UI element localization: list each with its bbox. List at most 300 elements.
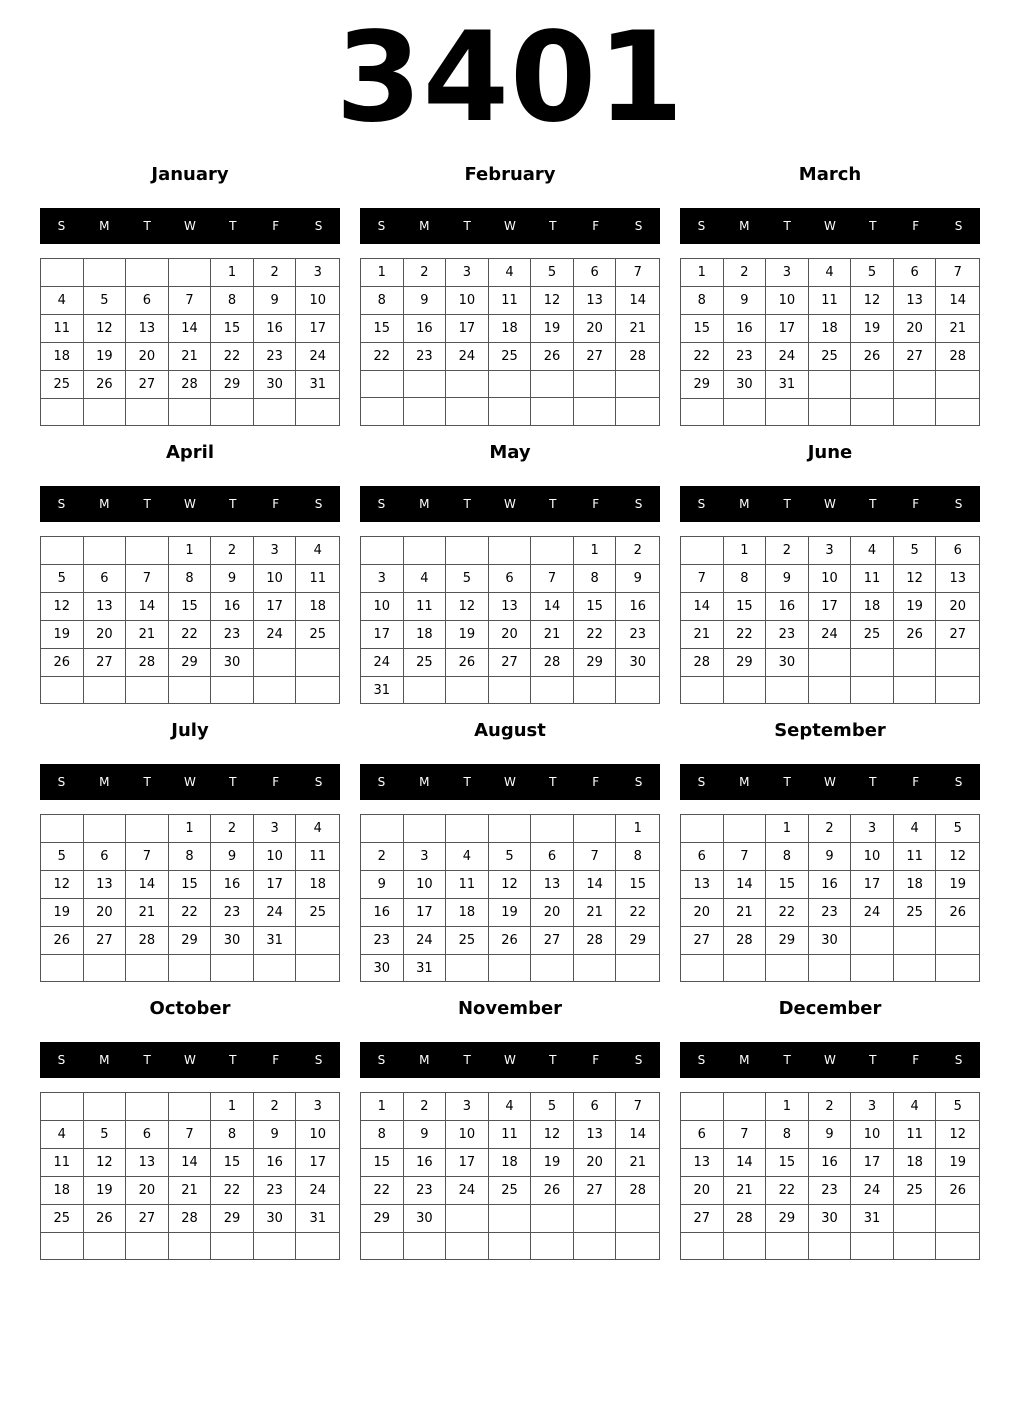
day-cell: 8 bbox=[211, 287, 254, 315]
day-cell: 4 bbox=[404, 565, 447, 593]
weekday-label: S bbox=[57, 497, 66, 511]
weekday-label: F bbox=[272, 775, 280, 789]
day-cell: 20 bbox=[574, 315, 617, 343]
month-name: March bbox=[798, 164, 862, 185]
empty-day-cell bbox=[531, 1205, 574, 1233]
weekday-label: S bbox=[697, 775, 706, 789]
day-cell: 26 bbox=[41, 927, 84, 955]
day-cell: 19 bbox=[489, 899, 532, 927]
empty-day-cell bbox=[489, 398, 532, 425]
empty-day-cell bbox=[574, 1205, 617, 1233]
empty-day-cell bbox=[531, 677, 574, 704]
weekday-label: S bbox=[377, 219, 386, 233]
weekday-label: W bbox=[824, 775, 836, 789]
weekday-label: W bbox=[184, 219, 196, 233]
day-cell: 24 bbox=[446, 1177, 489, 1205]
day-cell: 24 bbox=[361, 649, 404, 677]
weekday-label: M bbox=[419, 497, 430, 511]
empty-day-cell bbox=[724, 1093, 767, 1121]
day-cell: 31 bbox=[404, 955, 447, 982]
empty-day-cell bbox=[936, 371, 979, 399]
day-cell: 5 bbox=[936, 1093, 979, 1121]
empty-day-cell bbox=[84, 955, 127, 981]
day-cell: 28 bbox=[169, 1205, 212, 1233]
day-cell: 18 bbox=[41, 1177, 84, 1205]
day-cell: 5 bbox=[489, 843, 532, 871]
day-cell: 8 bbox=[361, 287, 404, 315]
day-cell: 22 bbox=[211, 343, 254, 371]
day-cell: 13 bbox=[681, 1149, 724, 1177]
day-cell: 30 bbox=[211, 649, 254, 677]
empty-day-cell bbox=[894, 1233, 937, 1259]
empty-day-cell bbox=[41, 399, 84, 425]
weekday-label: S bbox=[57, 775, 66, 789]
day-cell: 19 bbox=[84, 343, 127, 371]
day-cell: 8 bbox=[766, 843, 809, 871]
weekday-label: S bbox=[314, 497, 323, 511]
day-cell: 7 bbox=[936, 259, 979, 287]
day-cell: 6 bbox=[126, 287, 169, 315]
weekday-label: F bbox=[592, 1053, 600, 1067]
day-cell: 27 bbox=[84, 927, 127, 955]
weekday-label: T bbox=[783, 775, 791, 789]
day-cell: 17 bbox=[809, 593, 852, 621]
empty-day-cell bbox=[851, 371, 894, 399]
day-cell: 17 bbox=[446, 1149, 489, 1177]
day-cell: 20 bbox=[126, 343, 169, 371]
empty-day-cell bbox=[404, 815, 447, 843]
day-cell: 4 bbox=[296, 815, 339, 843]
empty-day-cell bbox=[936, 927, 979, 955]
empty-day-cell bbox=[894, 649, 937, 677]
empty-day-cell bbox=[126, 1233, 169, 1259]
day-cell: 26 bbox=[84, 1205, 127, 1233]
weekday-label: T bbox=[549, 219, 557, 233]
day-cell: 29 bbox=[169, 927, 212, 955]
weekday-label: S bbox=[634, 497, 643, 511]
empty-day-cell bbox=[681, 1093, 724, 1121]
day-cell: 25 bbox=[894, 899, 937, 927]
empty-day-cell bbox=[616, 1205, 659, 1233]
day-cell: 7 bbox=[574, 843, 617, 871]
empty-day-cell bbox=[681, 399, 724, 425]
day-cell: 11 bbox=[41, 1149, 84, 1177]
weekday-label: S bbox=[57, 1053, 66, 1067]
empty-day-cell bbox=[254, 649, 297, 677]
day-cell: 19 bbox=[41, 621, 84, 649]
day-cell: 8 bbox=[766, 1121, 809, 1149]
empty-day-cell bbox=[574, 955, 617, 982]
day-cell: 6 bbox=[489, 565, 532, 593]
day-cell: 19 bbox=[936, 1149, 979, 1177]
day-cell: 27 bbox=[936, 621, 979, 649]
weekday-label: F bbox=[912, 1053, 920, 1067]
weekday-header bbox=[360, 486, 660, 522]
weekday-label: M bbox=[739, 497, 750, 511]
day-cell: 3 bbox=[254, 537, 297, 565]
day-cell: 19 bbox=[894, 593, 937, 621]
month-name: November bbox=[457, 998, 563, 1019]
day-cell: 30 bbox=[616, 649, 659, 677]
weekday-label: T bbox=[549, 1053, 557, 1067]
weekday-header bbox=[40, 764, 340, 800]
empty-day-cell bbox=[531, 537, 574, 565]
empty-day-cell bbox=[681, 1233, 724, 1259]
day-cell: 31 bbox=[296, 1205, 339, 1233]
day-cell: 5 bbox=[936, 815, 979, 843]
empty-day-cell bbox=[211, 399, 254, 425]
day-cell: 25 bbox=[446, 927, 489, 955]
day-cell: 21 bbox=[616, 1149, 659, 1177]
weekday-label: F bbox=[912, 775, 920, 789]
day-cell: 6 bbox=[531, 843, 574, 871]
day-cell: 27 bbox=[489, 649, 532, 677]
day-cell: 9 bbox=[254, 1121, 297, 1149]
day-cell: 7 bbox=[724, 1121, 767, 1149]
weekday-label: W bbox=[504, 497, 516, 511]
weekday-label: W bbox=[184, 775, 196, 789]
weekday-label: W bbox=[504, 1053, 516, 1067]
day-cell: 3 bbox=[254, 815, 297, 843]
empty-day-cell bbox=[169, 955, 212, 981]
day-cell: 7 bbox=[616, 1093, 659, 1121]
day-cell: 22 bbox=[724, 621, 767, 649]
empty-day-cell bbox=[936, 1205, 979, 1233]
day-cell: 5 bbox=[84, 287, 127, 315]
weekday-label: F bbox=[592, 775, 600, 789]
day-cell: 12 bbox=[851, 287, 894, 315]
month-name: July bbox=[171, 720, 209, 741]
day-cell: 23 bbox=[809, 1177, 852, 1205]
day-cell: 19 bbox=[936, 871, 979, 899]
weekday-label: W bbox=[824, 219, 836, 233]
day-cell: 27 bbox=[574, 1177, 617, 1205]
day-cell: 1 bbox=[766, 815, 809, 843]
day-cell: 9 bbox=[809, 1121, 852, 1149]
day-cell: 13 bbox=[531, 871, 574, 899]
day-cell: 27 bbox=[681, 1205, 724, 1233]
day-cell: 25 bbox=[809, 343, 852, 371]
day-cell: 14 bbox=[574, 871, 617, 899]
day-cell: 5 bbox=[531, 259, 574, 287]
day-cell: 9 bbox=[809, 843, 852, 871]
weekday-header bbox=[40, 486, 340, 522]
day-cell: 21 bbox=[724, 1177, 767, 1205]
weekday-label: M bbox=[99, 219, 110, 233]
day-cell: 18 bbox=[489, 315, 532, 343]
weekday-label: T bbox=[229, 775, 237, 789]
day-cell: 25 bbox=[894, 1177, 937, 1205]
empty-day-cell bbox=[126, 399, 169, 425]
empty-day-cell bbox=[574, 815, 617, 843]
day-cell: 20 bbox=[84, 899, 127, 927]
day-cell: 9 bbox=[211, 565, 254, 593]
day-cell: 3 bbox=[766, 259, 809, 287]
weekday-header bbox=[360, 208, 660, 244]
day-cell: 3 bbox=[296, 1093, 339, 1121]
weekday-label: S bbox=[377, 497, 386, 511]
day-cell: 15 bbox=[211, 315, 254, 343]
weekday-label: T bbox=[143, 1053, 151, 1067]
empty-day-cell bbox=[446, 815, 489, 843]
day-cell: 15 bbox=[169, 871, 212, 899]
month-name: April bbox=[165, 442, 215, 463]
day-cell: 4 bbox=[446, 843, 489, 871]
day-cell: 28 bbox=[126, 927, 169, 955]
weekday-label: S bbox=[57, 219, 66, 233]
empty-day-cell bbox=[296, 677, 339, 703]
empty-day-cell bbox=[851, 399, 894, 425]
weekday-label: S bbox=[954, 497, 963, 511]
day-cell: 8 bbox=[724, 565, 767, 593]
weekday-header bbox=[40, 208, 340, 244]
day-cell: 18 bbox=[489, 1149, 532, 1177]
empty-day-cell bbox=[84, 1233, 127, 1259]
day-cell: 15 bbox=[169, 593, 212, 621]
day-cell: 27 bbox=[84, 649, 127, 677]
weekday-label: W bbox=[184, 1053, 196, 1067]
weekday-label: W bbox=[824, 497, 836, 511]
day-cell: 14 bbox=[616, 1121, 659, 1149]
day-cell: 7 bbox=[169, 1121, 212, 1149]
weekday-label: S bbox=[314, 219, 323, 233]
weekday-label: T bbox=[229, 219, 237, 233]
empty-day-cell bbox=[361, 1233, 404, 1259]
day-cell: 28 bbox=[169, 371, 212, 399]
day-cell: 16 bbox=[211, 871, 254, 899]
day-cell: 16 bbox=[616, 593, 659, 621]
day-cell: 2 bbox=[254, 259, 297, 287]
empty-day-cell bbox=[84, 259, 127, 287]
empty-day-cell bbox=[446, 398, 489, 425]
weekday-label: S bbox=[634, 219, 643, 233]
day-cell: 1 bbox=[169, 537, 212, 565]
day-cell: 30 bbox=[809, 1205, 852, 1233]
day-cell: 29 bbox=[211, 1205, 254, 1233]
day-cell: 15 bbox=[681, 315, 724, 343]
weekday-label: S bbox=[697, 1053, 706, 1067]
day-cell: 29 bbox=[766, 1205, 809, 1233]
weekday-header bbox=[680, 486, 980, 522]
day-cell: 26 bbox=[41, 649, 84, 677]
day-cell: 1 bbox=[724, 537, 767, 565]
day-cell: 17 bbox=[851, 871, 894, 899]
day-cell: 9 bbox=[254, 287, 297, 315]
day-cell: 11 bbox=[489, 1121, 532, 1149]
day-grid bbox=[40, 536, 340, 704]
weekday-label: T bbox=[463, 497, 471, 511]
empty-day-cell bbox=[681, 815, 724, 843]
day-cell: 31 bbox=[296, 371, 339, 399]
day-cell: 3 bbox=[404, 843, 447, 871]
empty-day-cell bbox=[296, 1233, 339, 1259]
weekday-label: T bbox=[463, 1053, 471, 1067]
empty-day-cell bbox=[936, 399, 979, 425]
empty-day-cell bbox=[41, 1093, 84, 1121]
weekday-header bbox=[40, 1042, 340, 1078]
empty-day-cell bbox=[41, 955, 84, 981]
day-cell: 13 bbox=[84, 593, 127, 621]
day-cell: 29 bbox=[169, 649, 212, 677]
day-cell: 11 bbox=[41, 315, 84, 343]
empty-day-cell bbox=[446, 677, 489, 704]
day-cell: 29 bbox=[616, 927, 659, 955]
day-cell: 14 bbox=[724, 871, 767, 899]
weekday-label: M bbox=[99, 1053, 110, 1067]
day-cell: 18 bbox=[404, 621, 447, 649]
day-cell: 9 bbox=[616, 565, 659, 593]
empty-day-cell bbox=[169, 399, 212, 425]
empty-day-cell bbox=[681, 677, 724, 703]
empty-day-cell bbox=[766, 1233, 809, 1259]
day-cell: 22 bbox=[574, 621, 617, 649]
weekday-label: W bbox=[184, 497, 196, 511]
day-cell: 21 bbox=[574, 899, 617, 927]
empty-day-cell bbox=[809, 1233, 852, 1259]
weekday-label: T bbox=[783, 497, 791, 511]
empty-day-cell bbox=[616, 677, 659, 704]
day-cell: 4 bbox=[41, 1121, 84, 1149]
day-cell: 27 bbox=[531, 927, 574, 955]
day-cell: 12 bbox=[936, 1121, 979, 1149]
day-cell: 20 bbox=[489, 621, 532, 649]
day-grid bbox=[360, 536, 660, 704]
empty-day-cell bbox=[574, 371, 617, 398]
day-cell: 16 bbox=[404, 1149, 447, 1177]
weekday-label: W bbox=[504, 219, 516, 233]
empty-day-cell bbox=[446, 1205, 489, 1233]
day-cell: 14 bbox=[169, 1149, 212, 1177]
day-cell: 30 bbox=[724, 371, 767, 399]
day-cell: 2 bbox=[211, 815, 254, 843]
day-cell: 14 bbox=[126, 593, 169, 621]
weekday-label: S bbox=[634, 775, 643, 789]
weekday-label: T bbox=[143, 775, 151, 789]
day-cell: 29 bbox=[361, 1205, 404, 1233]
empty-day-cell bbox=[84, 677, 127, 703]
day-cell: 11 bbox=[809, 287, 852, 315]
day-cell: 18 bbox=[809, 315, 852, 343]
empty-day-cell bbox=[169, 259, 212, 287]
day-cell: 30 bbox=[254, 371, 297, 399]
day-cell: 15 bbox=[361, 1149, 404, 1177]
day-cell: 15 bbox=[724, 593, 767, 621]
day-grid bbox=[680, 536, 980, 704]
day-cell: 1 bbox=[574, 537, 617, 565]
day-cell: 12 bbox=[84, 315, 127, 343]
day-cell: 21 bbox=[169, 343, 212, 371]
day-cell: 14 bbox=[724, 1149, 767, 1177]
day-cell: 19 bbox=[446, 621, 489, 649]
day-cell: 14 bbox=[936, 287, 979, 315]
day-cell: 10 bbox=[809, 565, 852, 593]
empty-day-cell bbox=[169, 677, 212, 703]
empty-day-cell bbox=[809, 955, 852, 981]
day-cell: 29 bbox=[574, 649, 617, 677]
empty-day-cell bbox=[446, 1233, 489, 1259]
day-cell: 4 bbox=[894, 815, 937, 843]
empty-day-cell bbox=[766, 677, 809, 703]
weekday-label: T bbox=[463, 219, 471, 233]
weekday-label: S bbox=[697, 219, 706, 233]
empty-day-cell bbox=[41, 677, 84, 703]
empty-day-cell bbox=[404, 398, 447, 425]
day-cell: 14 bbox=[681, 593, 724, 621]
empty-day-cell bbox=[851, 677, 894, 703]
day-cell: 23 bbox=[254, 1177, 297, 1205]
day-cell: 24 bbox=[446, 343, 489, 371]
day-cell: 17 bbox=[361, 621, 404, 649]
month-name: May bbox=[489, 442, 531, 463]
empty-day-cell bbox=[126, 1093, 169, 1121]
empty-day-cell bbox=[809, 371, 852, 399]
empty-day-cell bbox=[446, 955, 489, 982]
day-cell: 11 bbox=[446, 871, 489, 899]
day-cell: 26 bbox=[489, 927, 532, 955]
empty-day-cell bbox=[41, 1233, 84, 1259]
day-grid bbox=[680, 814, 980, 982]
weekday-label: S bbox=[954, 1053, 963, 1067]
day-cell: 26 bbox=[531, 343, 574, 371]
empty-day-cell bbox=[616, 398, 659, 425]
day-cell: 10 bbox=[446, 1121, 489, 1149]
empty-day-cell bbox=[894, 677, 937, 703]
weekday-label: T bbox=[229, 497, 237, 511]
weekday-header bbox=[360, 1042, 660, 1078]
day-cell: 12 bbox=[936, 843, 979, 871]
empty-day-cell bbox=[489, 1205, 532, 1233]
day-cell: 10 bbox=[851, 1121, 894, 1149]
weekday-header bbox=[680, 208, 980, 244]
day-cell: 5 bbox=[894, 537, 937, 565]
empty-day-cell bbox=[936, 649, 979, 677]
weekday-label: W bbox=[824, 1053, 836, 1067]
day-cell: 6 bbox=[936, 537, 979, 565]
weekday-label: S bbox=[954, 219, 963, 233]
month-name: October bbox=[149, 998, 231, 1019]
day-cell: 1 bbox=[616, 815, 659, 843]
day-cell: 16 bbox=[724, 315, 767, 343]
day-cell: 25 bbox=[489, 343, 532, 371]
weekday-header bbox=[680, 1042, 980, 1078]
empty-day-cell bbox=[84, 1093, 127, 1121]
day-cell: 3 bbox=[851, 815, 894, 843]
day-cell: 20 bbox=[681, 1177, 724, 1205]
day-cell: 20 bbox=[681, 899, 724, 927]
day-cell: 24 bbox=[809, 621, 852, 649]
weekday-label: T bbox=[549, 775, 557, 789]
day-cell: 20 bbox=[936, 593, 979, 621]
day-cell: 2 bbox=[404, 259, 447, 287]
day-cell: 30 bbox=[809, 927, 852, 955]
day-cell: 18 bbox=[894, 871, 937, 899]
day-cell: 21 bbox=[531, 621, 574, 649]
day-cell: 21 bbox=[126, 899, 169, 927]
empty-day-cell bbox=[616, 1233, 659, 1259]
empty-day-cell bbox=[126, 537, 169, 565]
day-cell: 28 bbox=[681, 649, 724, 677]
empty-day-cell bbox=[531, 955, 574, 982]
empty-day-cell bbox=[851, 955, 894, 981]
month-name: January bbox=[151, 164, 229, 185]
empty-day-cell bbox=[126, 677, 169, 703]
weekday-label: S bbox=[314, 1053, 323, 1067]
day-cell: 10 bbox=[851, 843, 894, 871]
day-cell: 11 bbox=[489, 287, 532, 315]
day-cell: 11 bbox=[851, 565, 894, 593]
day-cell: 5 bbox=[41, 843, 84, 871]
weekday-label: S bbox=[954, 775, 963, 789]
